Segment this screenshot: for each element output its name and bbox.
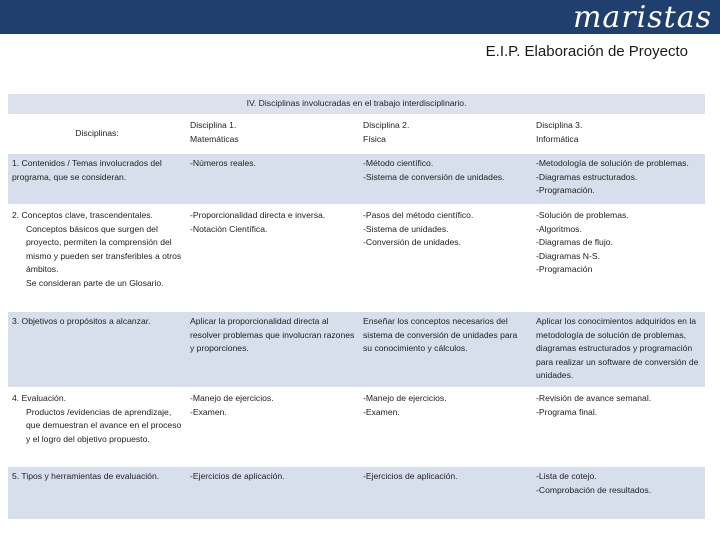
table-heading-row bbox=[8, 94, 705, 114]
table-cell: -Solución de problemas. -Algoritmos. -Diagramas de flujo. -Diagramas N-S. -Programación bbox=[532, 206, 705, 310]
table-row bbox=[8, 154, 705, 204]
table-cell: -Revisión de avance semanal. -Programa final. bbox=[532, 389, 705, 465]
table-cell: Aplicar los conocimientos adquiridos en la metodología de solución de problemas, diagramas estructurados y programación para realizar un software de conversión de unidades. bbox=[532, 312, 705, 387]
column-header-2-text: Disciplina 2. Física bbox=[363, 120, 410, 144]
row-label-detail: Productos /evidencias de aprendizaje, que demuestran el avance en el proceso y el logro del objetivo propuesto. bbox=[26, 406, 182, 444]
maristas-logo: maristas bbox=[572, 0, 712, 35]
table-cell: -Números reales. bbox=[186, 154, 359, 204]
columns-header-row bbox=[8, 116, 705, 152]
table-cell: -Manejo de ejercicios. -Examen. bbox=[186, 389, 359, 465]
column-header-2 bbox=[359, 116, 532, 152]
disciplines-table-container bbox=[8, 92, 705, 521]
table-row bbox=[8, 312, 705, 387]
table-cell: Aplicar la proporcionalidad directa al resolver problemas que involucran razones y proporciones. bbox=[186, 312, 359, 387]
row-label: 2. Conceptos clave, trascendentales. bbox=[12, 210, 153, 220]
table-row bbox=[8, 389, 705, 465]
top-banner bbox=[0, 0, 720, 34]
table-cell: -Pasos del método científico. -Sistema de unidades. -Conversión de unidades. bbox=[359, 206, 532, 310]
table-row bbox=[8, 467, 705, 519]
row-label: 5. Tipos y herramientas de evaluación. bbox=[8, 467, 186, 519]
row-label: 4. Evaluación. bbox=[12, 392, 66, 403]
column-header-3-text: Disciplina 3. Informática bbox=[536, 120, 583, 144]
column-header-1 bbox=[186, 116, 359, 152]
table-cell: -Ejercicios de aplicación. bbox=[186, 467, 359, 519]
table-cell: -Proporcionalidad directa e inversa. -Notación Científica. bbox=[186, 206, 359, 310]
table-cell: -Metodología de solución de problemas. -Diagramas estructurados. -Programación. bbox=[532, 154, 705, 204]
row-label-cell bbox=[8, 206, 186, 310]
row-label-detail: Conceptos básicos que surgen del proyecto, permiten la comprensión del mismo y pueden ser transferibles a otros ámbitos. Se consideran parte de un Glosario. bbox=[26, 223, 182, 288]
table-cell: -Ejercicios de aplicación. bbox=[359, 467, 532, 519]
column-header-3 bbox=[532, 116, 705, 152]
column-header-1-text: Disciplina 1. Matemáticas bbox=[190, 120, 239, 144]
disciplinas-label: Disciplinas: bbox=[8, 116, 186, 152]
row-label: 1. Contenidos / Temas involucrados del programa, que se consideran. bbox=[8, 154, 186, 204]
table-cell: -Lista de cotejo. -Comprobación de resultados. bbox=[532, 467, 705, 519]
table-cell: -Método científico. -Sistema de conversión de unidades. bbox=[359, 154, 532, 204]
table-cell: Enseñar los conceptos necesarios del sistema de conversión de unidades para su conocimiento y cálculos. bbox=[359, 312, 532, 387]
disciplines-table bbox=[8, 92, 705, 521]
table-cell: -Manejo de ejercicios. -Examen. bbox=[359, 389, 532, 465]
page-title: E.I.P. Elaboración de Proyecto bbox=[485, 43, 688, 60]
row-label: 3. Objetivos o propósitos a alcanzar. bbox=[8, 312, 186, 387]
table-row bbox=[8, 206, 705, 310]
table-heading: IV. Disciplinas involucradas en el trabajo interdisciplinario. bbox=[8, 94, 705, 114]
row-label-cell bbox=[8, 389, 186, 465]
